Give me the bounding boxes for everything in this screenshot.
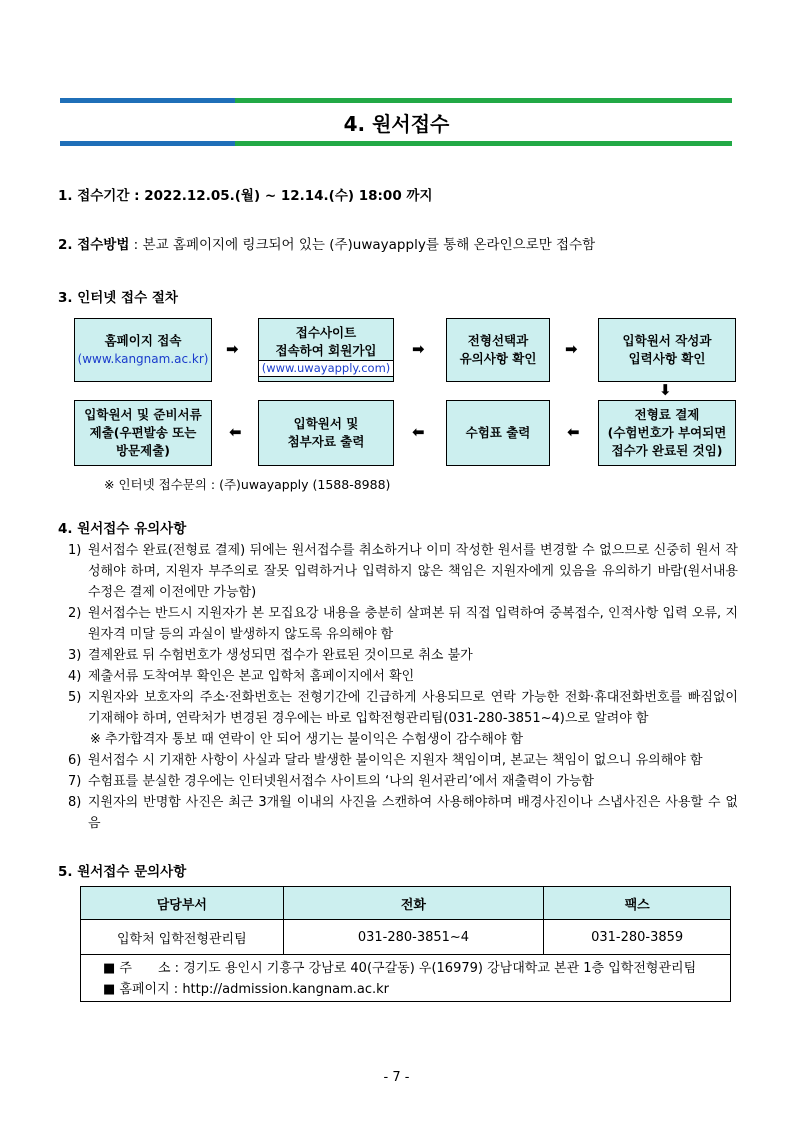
note-text: 수험표를 분실한 경우에는 인터넷원서접수 사이트의 ‘나의 원서관리’에서 재출력이 가능함: [88, 774, 594, 789]
flow-step2-url: (www.uwayapply.com): [258, 360, 395, 377]
homepage-link[interactable]: http://admission.kangnam.ac.kr: [182, 982, 389, 997]
note-text: 지원자와 보호자의 주소·전화번호는 전형기간에 긴급하게 사용되므로 연락 가능한 전화·휴대전화번호를 빠짐없이 기재해야 하며, 연락처가 변경된 경우에는 바로 입학전형관리팀(031-280-3851~4)으로 알려야 함: [88, 690, 738, 726]
period-value: 2022.12.05.(월) ~ 12.14.(수) 18:00 까지: [144, 188, 433, 204]
table-header-row: [81, 887, 731, 920]
header-fax: 팩스: [544, 887, 731, 920]
flow-step-select: [446, 318, 550, 382]
flow-step-print-form: [258, 400, 394, 466]
flow-step-signup: [258, 318, 394, 382]
flow-step-print-ticket: [446, 400, 550, 466]
flow-step1-label: 홈페이지 접속: [104, 333, 182, 348]
arrow-left-icon: ⬅: [567, 423, 580, 441]
flow-step5-line3: 접수가 완료된 것임): [611, 443, 723, 458]
flow-step1-url: (www.kangnam.ac.kr): [77, 352, 209, 366]
flow-step7-line2: 첨부자료 출력: [287, 434, 365, 449]
method-label: 2. 접수방법: [58, 237, 130, 253]
note-item-2: [68, 603, 738, 645]
note-item-6: [68, 750, 738, 771]
note-item-8: [68, 792, 738, 834]
flow-step-payment: [598, 400, 736, 466]
header-department: 담당부서: [81, 887, 284, 920]
note-item-1: [68, 540, 738, 603]
flow-inquiry-note: ※ 인터넷 접수문의 : (주)uwayapply (1588-8988): [104, 477, 391, 492]
note-item-3: [68, 645, 738, 666]
address-label: ■ 주 소 :: [103, 961, 180, 976]
flow-step3-line1: 전형선택과: [467, 333, 529, 348]
flow-step5-line1: 전형료 결제: [634, 407, 700, 422]
flow-step-write: [598, 318, 736, 382]
title-top-rule: [60, 98, 732, 103]
note-num: 5): [68, 690, 82, 705]
address-value: 경기도 용인시 기흥구 강남로 40(구갈동) 우(16979) 강남대학교 본관 1층 입학전형관리팀: [183, 961, 697, 976]
arrow-down-icon: ⬇: [659, 381, 672, 399]
arrow-left-icon: ⬅: [412, 423, 425, 441]
note-text: 제출서류 도착여부 확인은 본교 입학처 홈페이지에서 확인: [88, 669, 415, 684]
flow-step2-line2: 접속하여 회원가입: [275, 342, 377, 358]
note-subnote: ※ 추가합격자 통보 때 연락이 안 되어 생기는 불이익은 수험생이 감수해야 함: [90, 732, 524, 747]
flow-step4-line2: 입력사항 확인: [628, 351, 706, 366]
note-num: 2): [68, 606, 82, 621]
arrow-right-icon: ➡: [412, 340, 425, 358]
note-text: 원서접수 완료(전형료 결제) 뒤에는 원서접수를 취소하거나 이미 작성한 원서를 변경할 수 없으므로 신중히 원서 작성해야 하며, 지원자 부주의로 잘못 입력하거나 입력하지 않은 책임은 지원자에게 있음을 유의하기 바람(원서내용 수정은 결제 이전에만 가능함): [88, 543, 738, 600]
flow-step8-line2: 제출(우편발송 또는: [89, 425, 197, 440]
period-line: 1. 접수기간 : 2022.12.05.(월) ~ 12.14.(수) 18:00 까지: [58, 188, 433, 204]
flow-step-homepage: [74, 318, 212, 382]
note-num: 7): [68, 774, 82, 789]
method-value: 본교 홈페이지에 링크되어 있는 (주)uwayapply를 통해 온라인으로만 접수함: [142, 237, 596, 253]
period-label: 1. 접수기간: [58, 188, 130, 204]
flow-step8-line3: 방문제출): [115, 443, 170, 458]
note-text: 지원자의 반명함 사진은 최근 3개월 이내의 사진을 스캔하여 사용해야하며 배경사진이나 스냅사진은 사용할 수 없음: [88, 795, 738, 831]
page-number: - 7 -: [383, 1070, 410, 1085]
notes-title: 4. 원서접수 유의사항: [58, 521, 187, 537]
flow-step3-line2: 유의사항 확인: [459, 351, 537, 366]
flow-step5-line2: (수험번호가 부여되면: [607, 425, 727, 440]
header-phone: 전화: [283, 887, 544, 920]
contact-title: 5. 원서접수 문의사항: [58, 864, 187, 880]
arrow-right-icon: ➡: [226, 340, 239, 358]
flow-step7-line1: 입학원서 및: [293, 416, 359, 431]
page-title: 4. 원서접수: [343, 112, 450, 136]
note-num: 6): [68, 753, 82, 768]
cell-phone: 031-280-3851~4: [283, 920, 544, 955]
note-num: 8): [68, 795, 82, 810]
note-text: 원서접수 시 기재한 사항이 사실과 달라 발생한 불이익은 지원자 책임이며, 본교는 책임이 없으니 유의해야 함: [88, 753, 703, 768]
address-line: [103, 957, 696, 976]
note-num: 1): [68, 543, 82, 558]
flow-step2-line1: 접수사이트: [295, 324, 357, 340]
procedure-title: 3. 인터넷 접수 절차: [58, 290, 178, 306]
cell-fax: 031-280-3859: [544, 920, 731, 955]
note-item-4: [68, 666, 738, 687]
arrow-right-icon: ➡: [565, 340, 578, 358]
flow-step8-line1: 입학원서 및 준비서류: [84, 407, 202, 422]
flow-step6-line1: 수험표 출력: [465, 425, 531, 440]
arrow-left-icon: ⬅: [229, 423, 242, 441]
homepage-label: ■ 홈페이지 :: [103, 982, 179, 997]
note-text: 원서접수는 반드시 지원자가 본 모집요강 내용을 충분히 살펴본 뒤 직접 입력하여 중복접수, 인적사항 입력 오류, 지원자격 미달 등의 과실이 발생하지 않도록 유의해야 함: [88, 606, 738, 642]
flow-step-submit: [74, 400, 212, 466]
method-line: 2. 접수방법 : 본교 홈페이지에 링크되어 있는 (주)uwayapply를 통해 온라인으로만 접수함: [58, 237, 596, 253]
contact-table: [80, 886, 731, 955]
note-num: 4): [68, 669, 82, 684]
homepage-line: [103, 978, 389, 997]
note-item-7: [68, 771, 738, 792]
note-text: 결제완료 뒤 수험번호가 생성되면 접수가 완료된 것이므로 취소 불가: [88, 648, 473, 663]
cell-department: 입학처 입학전형관리팀: [81, 920, 284, 955]
contact-info-box: [80, 947, 731, 1002]
title-bottom-rule: [60, 141, 732, 146]
flow-step4-line1: 입학원서 작성과: [622, 333, 712, 348]
note-num: 3): [68, 648, 82, 663]
note-item-5: [68, 687, 738, 750]
